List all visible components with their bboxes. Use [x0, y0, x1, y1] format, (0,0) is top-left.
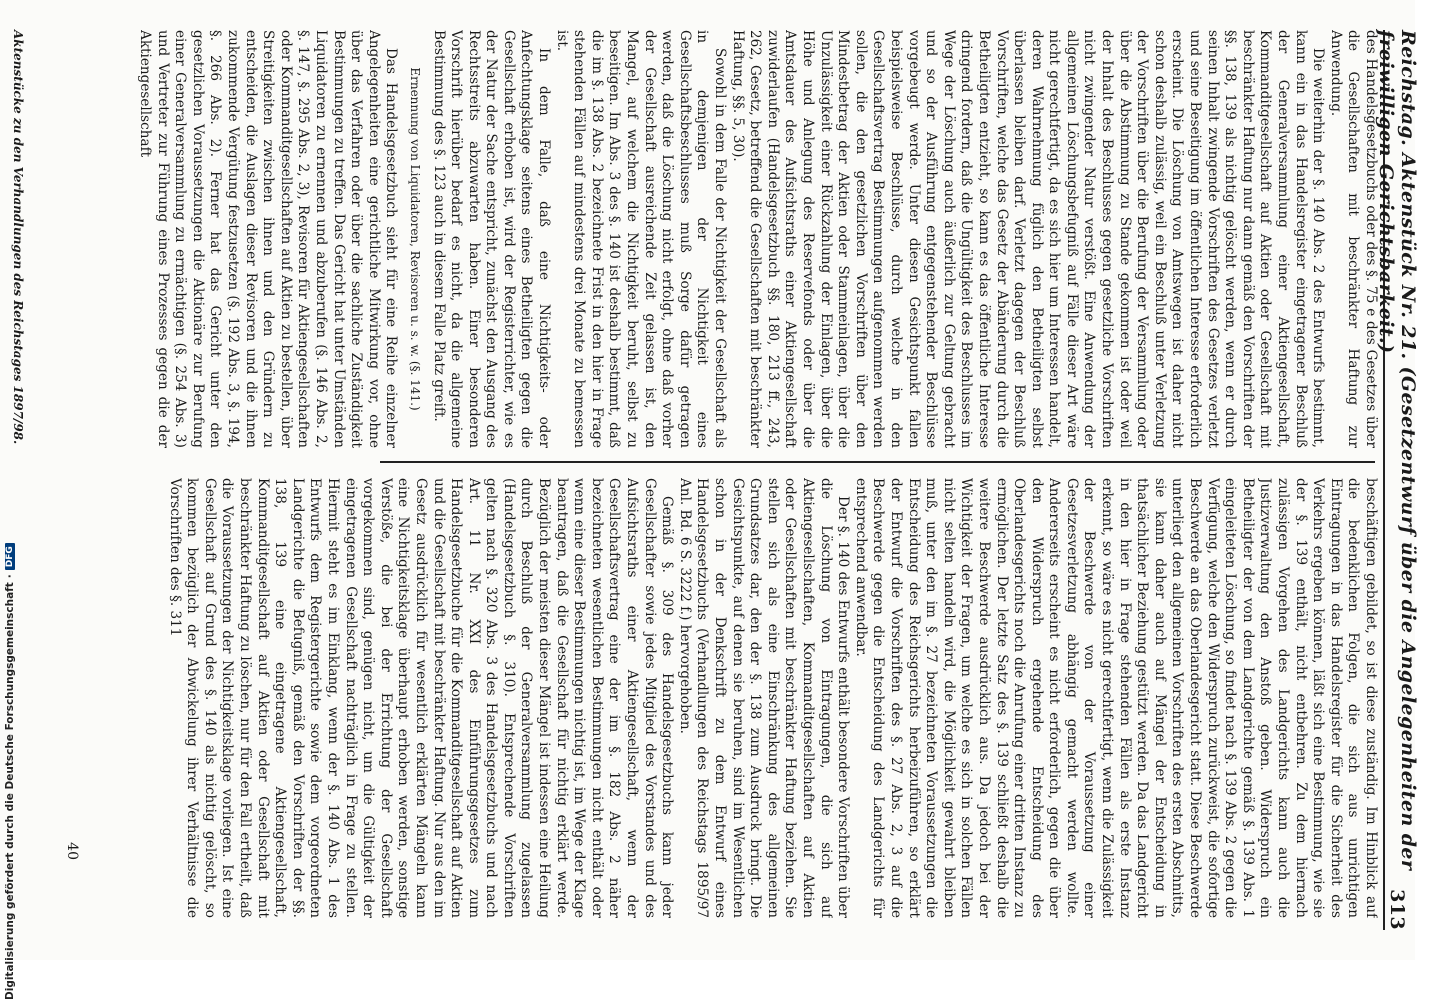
- dfg-logo-icon: DFG: [5, 543, 15, 570]
- right-column: [90, 478, 1379, 918]
- paragraph: Das Handelsgesetzbuch sieht für eine Reihe einzelner Angelegenheiten eine gerichtliche Mitwirkung vor, ohne über das Verfahren oder über die sachliche Zuständigkeit Bestimmungen zu treffen. Das Gericht hat unter Umständen Liquidatoren zu ernennen und abzuberufen (§. 146 Abs. 2, §. 147, §. 295 Abs. 2, 3), Revisoren für Aktiengesellschaften oder Kommanditgesellschaften auf Aktien zu bestellen, über Streitigkeiten zwischen ihnen und den Gründern zu entscheiden, die Auslagen dieser Revisoren und die ihnen zukommende Vergütung festzusetzen (§. 192 Abs. 3, §. 194, §. 266 Abs. 2). Ferner hat das Gericht unter den gesetzlichen Voraussetzungen die Aktionäre zur Berufung einer Generalversammlung zu ermächtigen (§. 254 Abs. 3) und Vertreter zur Führung eines Prozesses gegen die der Aktiengesellschaft: [137, 30, 400, 448]
- paragraph: des Handelsgesetzbuchs oder des §. 75 e des Gesetzes über die Gesellschaften mit beschränkter Haftung zur Anwendung.: [1327, 30, 1379, 448]
- page-footer: Aktenstücke zu den Verhandlungen des Reichstages 1897/98.: [11, 30, 25, 445]
- paragraph: Der §. 140 des Entwurfs enthält besondere Vorschriften über die Löschung von Eintragungen, die sich auf Aktiengesellschaften, Kommanditgesellschaften auf Aktien oder Gesellschaften mit beschränkter Haftung beziehen. Sie stellen sich als eine Einschränkung des allgemeinen Grundsatzes dar, den der §. 138 zum Ausdruck bringt. Die Gesichtspunkte, auf denen sie beruhen, sind im Wesentlichen schon in der Denkschrift zu dem Entwurf eines Handelsgesetzbuchs (Verhandlungen des Reichstags 1895/97 Anl. Bd. 6 S. 3222 f.) hervorgehoben.: [676, 478, 852, 918]
- page-number: 313: [1386, 889, 1408, 930]
- left-column: [90, 30, 1379, 448]
- bottom-page-number: 40: [64, 842, 80, 860]
- digitization-credit: Digitalisierung gefördert durch die Deutsche Forschungsgemeinschaft · DFG: [2, 640, 18, 1000]
- column-divider: [380, 461, 1375, 463]
- paragraph: Die weiterhin der §. 140 Abs. 2 des Entwurfs bestimmt, kann ein in das Handelsregister eingetragener Beschluß der Generalversammlung einer Aktiengesellschaft, Kommanditgesellschaft auf Aktien oder Gesellschaft mit beschränkter Haftung nur dann gemäß den Vorschriften der §§. 138, 139 als nichtig gelöscht werden, wenn er durch seinen Inhalt zwingende Vorschriften des Gesetzes verletzt und seine Beseitigung im öffentlichen Interesse erforderlich erscheint. Die Löschung von Amtswegen ist daher nicht schon deshalb zulässig, weil ein Beschluß unter Verletzung der Vorschriften über die Berufung der Versammlung oder über die Abstimmung zu Stande gekommen ist oder weil der Inhalt des Beschlusses gegen gesetzliche Vorschriften nicht zwingender Natur verstößt. Eine Anwendung der allgemeinen Löschungsbefugniß auf Fälle dieser Art wäre nicht gerechtfertigt, da es sich hier um Interessen handelt, deren Wahrnehmung füglich den Betheiligten selbst überlassen bleiben darf. Verletzt dagegen der Beschluß Vorschriften, welche das Gesetz der Abänderung durch die Betheiligten entzieht, so kann es das öffentliche Interesse dringend fordern, daß die Ungültigkeit des Beschlusses im Wege der Löschung auch äußerlich zur Geltung gebracht und so der Ausführung entgegenstehender Beschlüsse vorgebeugt werde. Unter diesen Gesichtspunkt fallen beispielsweise Beschlüsse, durch welche in den Gesellschaftsvertrag Bestimmungen aufgenommen werden sollen, die den gesetzlichen Vorschriften über den Mindestbetrag der Aktien oder Stammeinlagen, über die Unzulässigkeit einer Rückzahlung der Einlagen, über die Höhe und Anlegung des Reservefonds oder über die Amtsdauer des Aufsichtsraths einer Aktiengesellschaft zuwiderlaufen (Handelsgesetzbuch §§. 180, 213 ff., 243, 262, Gesetz, betreffend die Gesellschaften mit beschränkter Haftung, §§. 5, 30).: [729, 30, 1327, 448]
- paragraph: Sowohl in dem Falle der Nichtigkeit der Gesellschaft als in demjenigen der Nichtigkeit eines Gesellschaftsbeschlusses muß Sorge dafür getragen werden, daß die Löschung nicht erfolgt, ohne daß vorher der Gesellschaft ausreichende Zeit gelassen ist, den Mangel, auf welchem die Nichtigkeit beruht, selbst zu beseitigen. Im Abs. 3 des §. 140 ist deshalb bestimmt, daß die im §. 138 Abs. 2 bezeichnete Frist in den hier in Frage stehenden Fällen auf mindestens drei Monate zu bemessen ist.: [553, 30, 729, 448]
- section-heading: Ernennung von Liquidatoren, Revisoren u. s. w. (§. 141.): [407, 67, 422, 411]
- paragraph: beschäftigen gebildet, so ist diese zuständig. Im Hinblick auf die bedenklichen Folgen, die sich aus unrichtigen Eintragungen in das Handelsregister für die Sicherheit des Verkehrs ergeben können, läßt sich eine Bestimmung, wie sie der §. 139 enthält, nicht entbehren. Zu dem hiernach zulässigen Vorgehen des Landgerichts kann auch die Justizverwaltung den Anstoß geben. Widerspruch ein Betheiligter der von dem Landgerichte gemäß §. 139 Abs. 1 eingeleiteten Löschung, so findet nach §. 139 Abs. 2 gegen die Verfügung, welche den Widerspruch zurückweist, die sofortige Beschwerde an das Oberlandesgericht statt. Diese Beschwerde unterliegt den allgemeinen Vorschriften des ersten Abschnitts, sie kann daher auch auf Mängel der Entscheidung in thatsächlicher Beziehung gestützt werden. Da das Landgericht in den hier in Frage stehenden Fällen als erste Instanz erkennt, so wäre es nicht gerechtfertigt, wenn die Zulässigkeit der Beschwerde von der Voraussetzung einer Gesetzesverletzung abhängig gemacht werden wollte. Andererseits erscheint es nicht erforderlich, gegen die über den Widerspruch ergehende Entscheidung des Oberlandesgerichts noch die Anrufung einer dritten Instanz zu ermöglichen. Der letzte Satz des §. 139 schließt deshalb die weitere Beschwerde ausdrücklich aus. Da jedoch bei der Wichtigkeit der Fragen, um welche es sich in solchen Fällen nicht selten handeln wird, die Möglichkeit gewahrt bleiben muß, unter den im §. 27 bezeichneten Voraussetzungen die Entscheidung des Reichsgerichts herbeizuführen, so erklärt der Entwurf die Vorschriften des §. 27 Abs. 2, 3 auf die Beschwerde gegen die Entscheidung des Landgerichts für entsprechend anwendbar.: [852, 478, 1379, 918]
- page-title: Reichstag. Aktenstück Nr. 21. (Gesetzentwurf über die Angelegenheiten der freiwilligen Gerichtsbarkeit.): [1375, 30, 1419, 871]
- credit-text: Digitalisierung gefördert durch die Deutsche Forschungsgemeinschaft: [4, 582, 16, 1000]
- paragraph: In dem Falle, daß eine Nichtigkeits- oder Anfechtungsklage seitens eines Betheiligten gegen die Gesellschaft erhoben ist, wird der Registerrichter, wie es der Natur der Sache entspricht, zunächst den Ausgang des Rechtsstreits abzuwarten haben. Einer besonderen Vorschrift hierüber bedarf es nicht, da die allgemeine Bestimmung des §. 123 auch in diesem Falle Platz greift.: [430, 30, 553, 448]
- page-header: [1375, 30, 1419, 930]
- paragraph: Gemäß §. 309 des Handelsgesetzbuchs kann jeder Gesellschafter sowie jedes Mitglied des Vorstandes und des Aufsichtsraths einer Aktiengesellschaft, wenn der Gesellschaftsvertrag eine der im §. 182 Abs. 2 näher bezeichneten wesentlichen Bestimmungen nicht enthält oder wenn eine dieser Bestimmungen nichtig ist, im Wege der Klage beantragen, daß die Gesellschaft für nichtig erklärt werde. Bezüglich der meisten dieser Mängel ist indessen eine Heilung durch Beschluß der Generalversammlung zugelassen (Handelsgesetzbuch §. 310). Entsprechende Vorschriften gelten nach §. 320 Abs. 3 des Handelsgesetzbuchs und nach Art. 11 Nr. XXI des Einführungsgesetzes zum Handelsgesetzbuche für die Kommanditgesellschaft auf Aktien und die Gesellschaft mit beschränkter Haftung. Nur aus den im Gesetz ausdrücklich für wesentlich erklärten Mängeln kann eine Nichtigkeitsklage überhaupt erhoben werden, sonstige Verstöße, die bei der Errichtung der Gesellschaft vorgekommen sind, genügen nicht, um die Gültigkeit der eingetragenen Gesellschaft nachträglich in Frage zu stellen. Hiermit steht es im Einklang, wenn der §. 140 Abs. 1 des Entwurfs dem Registergerichte sowie dem vorgeordneten Landgerichte die Befugniß, gemäß den Vorschriften der §§. 138, 139 eine eingetragene Aktiengesellschaft, Kommanditgesellschaft auf Aktien oder Gesellschaft mit beschränkter Haftung zu löschen, nur für den Fall ertheilt, daß die Voraussetzungen der Nichtigkeitsklage vorliegen. Ist eine Gesellschaft auf Grund des §. 140 als nichtig gelöscht, so kommen bezüglich der Abwickelung ihrer Verhältnisse die Vorschriften des §. 311: [166, 478, 676, 918]
